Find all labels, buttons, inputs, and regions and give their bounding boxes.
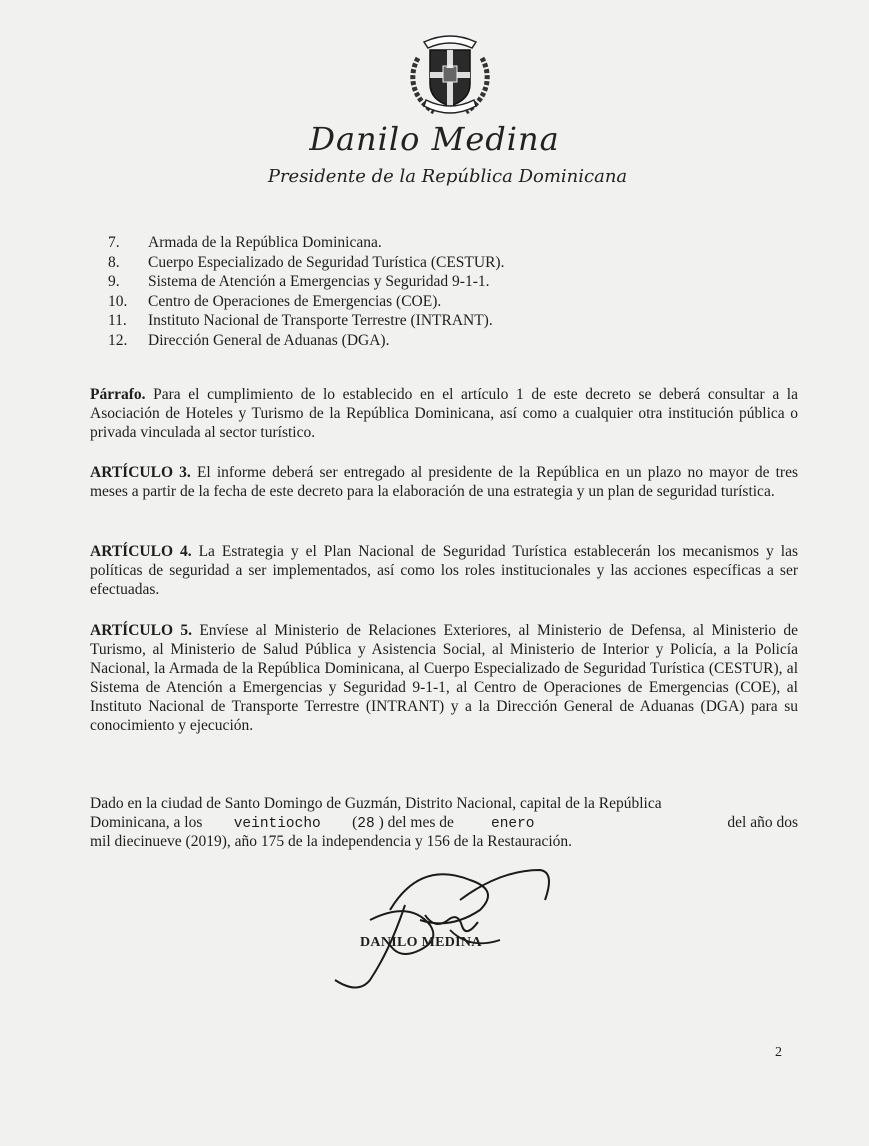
dado-line-1: Dado en la ciudad de Santo Domingo de Guzmán, Distrito Nacional, capital de la República xyxy=(90,795,662,812)
list-number: 8. xyxy=(108,253,120,271)
articulo-3-paragraph xyxy=(90,463,798,501)
articulo-5-label: ARTÍCULO 5. xyxy=(90,622,192,639)
articulo-5-text: Envíese al Ministerio de Relaciones Exteriores, al Ministerio de Defensa, al Ministerio de Turismo, al Ministerio de Salud Pública y Asistencia Social, al Ministerio de Interior y Policía, a la Policía Nacional, la Armada de la República Dominicana, al Cuerpo Especializado de Seguridad Turística (CESTUR), al Sistema de Atención a Emergencias y Seguridad 9-1-1, al Centro de Operaciones de Emergencias (COE), al Instituto Nacional de Transporte Terrestre (INTRANT) y a la Dirección General de Aduanas (DGA) para su conocimiento y ejecución. xyxy=(90,622,799,734)
list-number: 7. xyxy=(108,234,120,251)
handwritten-signature xyxy=(330,860,570,1000)
dado-month: enero xyxy=(491,816,535,832)
list-text: Instituto Nacional de Transporte Terrestre (INTRANT). xyxy=(148,312,493,329)
list-number: 10. xyxy=(108,292,128,310)
coat-of-arms-seal xyxy=(404,28,496,120)
list-text: Armada de la República Dominicana. xyxy=(148,234,382,251)
list-item xyxy=(108,253,504,273)
parrafo-label: Párrafo. xyxy=(90,386,146,403)
dado-day-words: veintiocho xyxy=(233,816,321,832)
articulo-3-label: ARTÍCULO 3. xyxy=(90,464,191,481)
articulo-4-paragraph xyxy=(90,542,798,599)
dado-line-3: mil diecinueve (2019), año 175 de la independencia y 156 de la Restauración. xyxy=(90,833,573,850)
list-item xyxy=(108,272,504,292)
list-number: 12. xyxy=(108,331,128,349)
list-text: Centro de Operaciones de Emergencias (COE). xyxy=(148,292,442,310)
list-item xyxy=(108,292,504,312)
list-item xyxy=(108,233,504,253)
institution-list xyxy=(108,233,504,350)
letterhead-title: Presidente de la República Dominicana xyxy=(267,166,628,187)
dado-text: ) del mes de xyxy=(378,814,454,831)
list-text: Sistema de Atención a Emergencias y Seguridad 9-1-1. xyxy=(148,273,490,290)
parrafo-text: Para el cumplimiento de lo establecido en el artículo 1 de este decreto se deberá consultar a la Asociación de Hoteles y Turismo de la República Dominicana, así como a cualquier otra institución pública o privada vinculada al sector turístico. xyxy=(90,386,798,441)
articulo-4-label: ARTÍCULO 4. xyxy=(90,543,192,560)
dado-text: del año dos xyxy=(727,814,798,831)
dado-text: Dominicana, a los xyxy=(90,814,203,831)
list-text: Cuerpo Especializado de Seguridad Turística (CESTUR). xyxy=(148,253,505,271)
list-item xyxy=(108,331,504,351)
parrafo-paragraph xyxy=(90,385,798,442)
articulo-3-text: El informe deberá ser entregado al presidente de la República en un plazo no mayor de tres meses a partir de la fecha de este decreto para la elaboración de una estrategia y un plan de seguridad turística. xyxy=(90,464,799,500)
articulo-5-paragraph xyxy=(90,621,798,735)
dado-paren: ( xyxy=(352,814,358,831)
list-number: 11. xyxy=(108,312,127,329)
page-number: 2 xyxy=(775,1045,782,1060)
dado-day-number: 28 xyxy=(357,816,375,832)
list-text: Dirección General de Aduanas (DGA). xyxy=(148,331,390,349)
letterhead-name: Danilo Medina xyxy=(309,120,560,158)
signature-name: DANILO MEDINA xyxy=(360,935,482,950)
articulo-4-text: La Estrategia y el Plan Nacional de Seguridad Turística establecerán los mecanismos y las políticas de seguridad a ser implementados, así como los roles institucionales y las acciones específicas a ser efectuadas. xyxy=(90,543,798,598)
dado-line-2 xyxy=(90,813,798,834)
list-item xyxy=(108,311,504,331)
list-number: 9. xyxy=(108,273,120,290)
